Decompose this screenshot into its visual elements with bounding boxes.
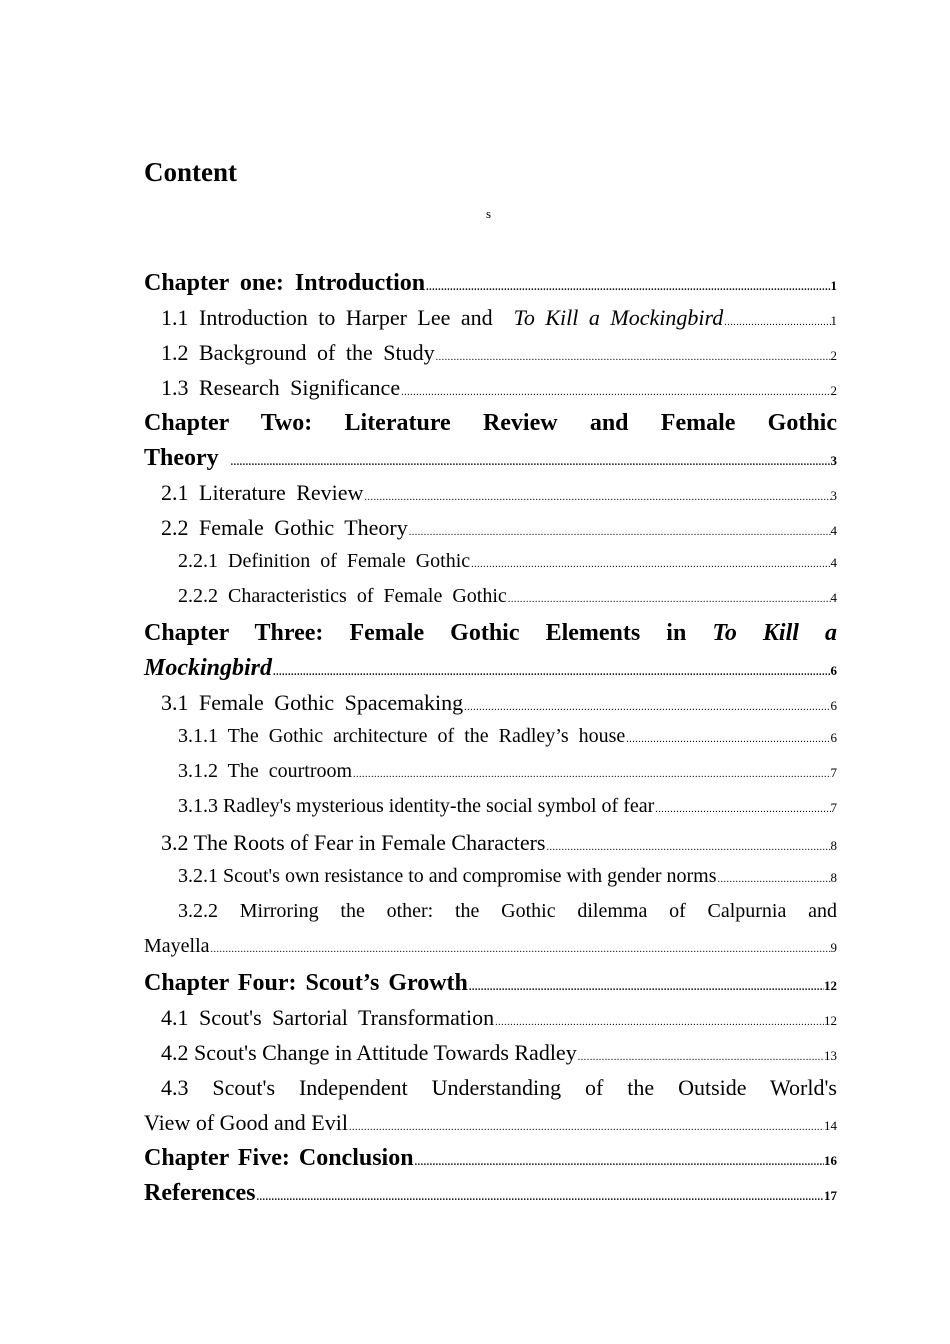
- toc-entry-1-2[interactable]: [144, 340, 837, 375]
- toc-entry-page: 8: [830, 870, 837, 885]
- toc-entry-label: [144, 620, 837, 647]
- toc-entry-3-1-3[interactable]: [144, 795, 837, 830]
- stray-character: s: [486, 206, 492, 221]
- toc-entry-page: 1: [830, 313, 837, 328]
- dot-leader: [469, 982, 824, 993]
- toc-entry-label: References: [144, 1180, 256, 1206]
- toc-entry-page: 1: [830, 278, 837, 293]
- toc-entry-label: 4.2 Scout's Change in Attitude Towards Radley: [161, 1040, 577, 1065]
- toc-entry-4-3-line1[interactable]: [144, 1075, 837, 1110]
- toc-entry-page: 6: [830, 698, 837, 713]
- toc-entry-page: 7: [830, 765, 837, 780]
- toc-entry-chapter-one[interactable]: [144, 270, 837, 305]
- toc-entry-2-1[interactable]: [144, 480, 837, 515]
- toc-entry-3-1-2[interactable]: [144, 760, 837, 795]
- toc-entry-label-cont: View of Good and Evil: [144, 1110, 348, 1135]
- toc-entry-2-2-1[interactable]: [144, 550, 837, 585]
- toc-entry-chapter-two-line1[interactable]: [144, 410, 837, 445]
- dot-leader: [508, 594, 831, 605]
- dot-leader: [464, 702, 830, 713]
- toc-entry-page: 4: [830, 555, 837, 570]
- page-title: Content: [144, 157, 237, 187]
- toc-entry-1-1[interactable]: [144, 305, 837, 340]
- dot-leader: [409, 527, 831, 538]
- toc-entry-page: 3: [830, 488, 837, 503]
- dot-leader: [257, 1192, 825, 1203]
- toc-entry-4-1[interactable]: [144, 1005, 837, 1040]
- toc-entry-chapter-four[interactable]: [144, 970, 837, 1005]
- toc-entry-label: 2.2.1 Definition of Female Gothic: [178, 550, 471, 572]
- dot-leader: [547, 842, 831, 853]
- dot-leader: [495, 1017, 824, 1028]
- toc-entry-label: 3.1.1 The Gothic architecture of the Radley’s house: [178, 725, 626, 747]
- toc-entry-label: 1.3 Research Significance: [161, 375, 401, 400]
- toc-entry-3-2-1[interactable]: [144, 865, 837, 900]
- dot-leader: [426, 282, 830, 293]
- toc-entry-label: 3.2 The Roots of Fear in Female Characters: [161, 830, 546, 855]
- toc-entry-label-text: 1.1 Introduction to Harper Lee and: [161, 305, 504, 330]
- toc-entry-label-text: Chapter Three: Female Gothic Elements in: [144, 620, 713, 646]
- dot-leader: [578, 1052, 824, 1063]
- book-title-cont: Mockingbird: [144, 655, 273, 681]
- dot-leader: [718, 874, 831, 885]
- dot-leader: [415, 1157, 824, 1168]
- toc-entry-4-2[interactable]: [144, 1040, 837, 1075]
- dot-leader: [626, 734, 830, 745]
- toc-entry-page: 14: [824, 1118, 837, 1133]
- toc-entry-label: Chapter one: Introduction: [144, 270, 426, 296]
- dot-leader: [273, 667, 830, 678]
- dot-leader: [655, 804, 830, 815]
- book-title: To Kill a: [712, 620, 838, 646]
- toc-entry-label: 2.2.2 Characteristics of Female Gothic: [178, 585, 507, 607]
- dot-leader: [349, 1122, 824, 1133]
- dot-leader: [724, 317, 830, 328]
- dot-leader: [471, 559, 830, 570]
- toc-entry-chapter-five[interactable]: [144, 1145, 837, 1180]
- toc-entry-2-2-2[interactable]: [144, 585, 837, 620]
- toc-entry-page: 2: [830, 348, 837, 363]
- toc-entry-label: 3.2.1 Scout's own resistance to and compromise with gender norms: [178, 865, 717, 887]
- dot-leader: [364, 492, 830, 503]
- table-of-contents: [144, 270, 837, 1215]
- toc-entry-page: 2: [830, 383, 837, 398]
- toc-entry-label: 1.2 Background of the Study: [161, 340, 435, 365]
- toc-entry-label: [161, 305, 723, 331]
- toc-entry-label: 3.2.2 Mirroring the other: the Gothic dilemma of Calpurnia and: [178, 900, 837, 922]
- toc-entry-label: 3.1.2 The courtroom: [178, 760, 353, 782]
- toc-entry-page: 12: [824, 1013, 837, 1028]
- toc-entry-label: 3.1.3 Radley's mysterious identity-the social symbol of fear: [178, 795, 655, 817]
- toc-entry-label: Chapter Two: Literature Review and Female Gothic: [144, 410, 837, 436]
- toc-entry-page: 7: [830, 800, 837, 815]
- toc-entry-chapter-three-line2[interactable]: [144, 655, 837, 690]
- toc-entry-2-2[interactable]: [144, 515, 837, 550]
- toc-entry-label: Chapter Four: Scout’s Growth: [144, 970, 468, 996]
- toc-entry-4-3-line2[interactable]: [144, 1110, 837, 1145]
- toc-entry-page: 17: [824, 1188, 837, 1203]
- dot-leader: [353, 769, 830, 780]
- toc-entry-3-2-2-line2[interactable]: [144, 935, 837, 970]
- toc-entry-page: 6: [830, 730, 837, 745]
- toc-entry-page: 4: [830, 523, 837, 538]
- book-title: To Kill a Mockingbird: [513, 305, 724, 330]
- toc-entry-3-1-1[interactable]: [144, 725, 837, 760]
- toc-entry-page: 9: [830, 940, 837, 955]
- toc-entry-page: 12: [824, 978, 837, 993]
- toc-entry-label: 3.1 Female Gothic Spacemaking: [161, 690, 464, 715]
- toc-entry-page: 13: [824, 1048, 837, 1063]
- toc-entry-label: 4.3 Scout's Independent Understanding of the Outside World's: [161, 1075, 837, 1100]
- toc-entry-3-2[interactable]: [144, 830, 837, 865]
- toc-entry-1-3[interactable]: [144, 375, 837, 410]
- toc-entry-label: Chapter Five: Conclusion: [144, 1145, 414, 1171]
- dot-leader: [231, 457, 831, 468]
- toc-entry-chapter-three-line1[interactable]: [144, 620, 837, 655]
- toc-entry-label: 4.1 Scout's Sartorial Transformation: [161, 1005, 495, 1030]
- dot-leader: [401, 387, 830, 398]
- toc-entry-3-2-2-line1[interactable]: [144, 900, 837, 935]
- dot-leader: [436, 352, 831, 363]
- toc-entry-chapter-two-line2[interactable]: [144, 445, 837, 480]
- toc-entry-page: 8: [830, 838, 837, 853]
- toc-entry-references[interactable]: [144, 1180, 837, 1215]
- toc-entry-page: 16: [824, 1153, 837, 1168]
- toc-entry-page: 3: [830, 453, 837, 468]
- toc-entry-3-1[interactable]: [144, 690, 837, 725]
- toc-entry-page: 6: [830, 663, 837, 678]
- toc-entry-label: 2.2 Female Gothic Theory: [161, 515, 408, 540]
- dot-leader: [211, 944, 831, 955]
- toc-entry-page: 4: [830, 590, 837, 605]
- toc-entry-label: 2.1 Literature Review: [161, 480, 364, 505]
- toc-entry-label-cont: Theory: [144, 445, 219, 471]
- toc-entry-label-cont: Mayella: [144, 935, 210, 957]
